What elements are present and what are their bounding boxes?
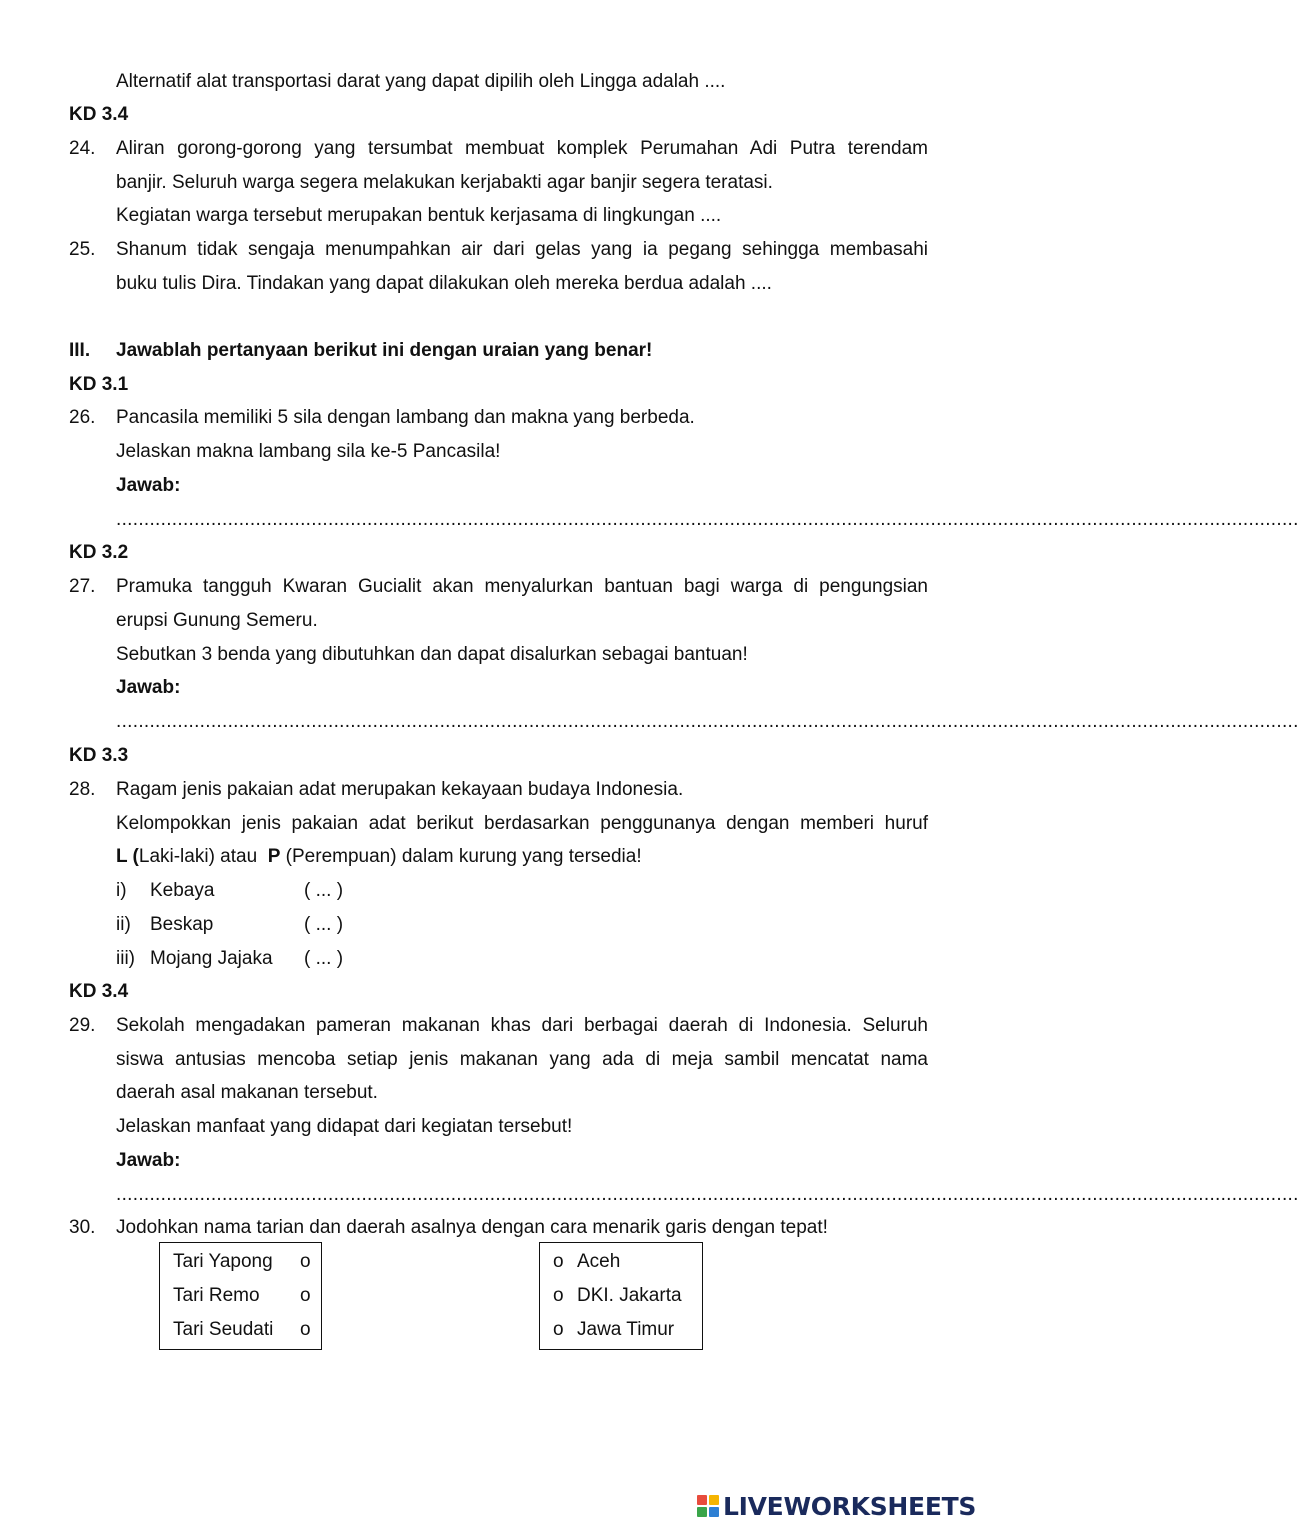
section-number: III.: [69, 340, 91, 361]
kd-heading: KD 3.3: [69, 745, 129, 766]
q24-line: banjir. Seluruh warga segera melakukan kerjabakti agar banjir segera teratasi.: [116, 172, 773, 193]
item-name: Kebaya: [150, 880, 215, 901]
question-number: 25.: [69, 239, 96, 260]
item-roman: ii): [116, 914, 131, 935]
question-number: 29.: [69, 1015, 96, 1036]
q24-line: Kegiatan warga tersebut merupakan bentuk kerjasama di lingkungan ....: [116, 205, 722, 226]
q26-line: Pancasila memiliki 5 sila dengan lambang dan makna yang berbeda.: [116, 407, 695, 428]
item-roman: i): [116, 880, 127, 901]
answer-line[interactable]: ....................................................................................................................................................................................................................: [116, 1184, 1299, 1205]
question-number: 24.: [69, 138, 96, 159]
q27-line: Pramuka tangguh Kwaran Gucialit akan menyalurkan bantuan bagi warga di pengungsian: [116, 576, 928, 597]
kd-heading: KD 3.2: [69, 542, 129, 563]
question-number: 27.: [69, 576, 96, 597]
kd-heading: KD 3.1: [69, 374, 129, 395]
match-dot[interactable]: o: [553, 1319, 564, 1340]
answer-label: Jawab:: [116, 677, 181, 698]
match-dot[interactable]: o: [553, 1251, 564, 1272]
item-name: Mojang Jajaka: [150, 948, 273, 969]
answer-label: Jawab:: [116, 475, 181, 496]
question-number: 28.: [69, 779, 96, 800]
answer-line[interactable]: ....................................................................................................................................................................................................................: [116, 711, 1299, 732]
item-name: Beskap: [150, 914, 214, 935]
region-box: [539, 1242, 703, 1350]
q24-line: Aliran gorong-gorong yang tersumbat membuat komplek Perumahan Adi Putra terendam: [116, 138, 928, 159]
kd-heading: KD 3.4: [69, 104, 129, 125]
bold-p: P: [267, 846, 281, 867]
q25-line: Shanum tidak sengaja menumpahkan air dari gelas yang ia pegang sehingga membasahi: [116, 239, 928, 260]
q27-line: erupsi Gunung Semeru.: [116, 610, 318, 631]
q28-line: [116, 846, 642, 868]
q23-continuation: Alternatif alat transportasi darat yang dapat dipilih oleh Lingga adalah ....: [116, 71, 726, 92]
q30-line: Jodohkan nama tarian dan daerah asalnya dengan cara menarik garis dengan tepat!: [116, 1217, 828, 1238]
q29-line: Jelaskan manfaat yang didapat dari kegiatan tersebut!: [116, 1116, 573, 1137]
region-name: DKI. Jakarta: [577, 1285, 682, 1306]
q27-line: Sebutkan 3 benda yang dibutuhkan dan dapat disalurkan sebagai bantuan!: [116, 644, 748, 665]
q29-line: daerah asal makanan tersebut.: [116, 1082, 378, 1103]
text-span: (Perempuan) dalam kurung yang tersedia!: [280, 846, 642, 867]
item-blank[interactable]: ( ... ): [304, 880, 344, 901]
match-dot[interactable]: o: [300, 1285, 311, 1306]
brand-name: LIVEWORKSHEETS: [723, 1491, 977, 1521]
question-number: 30.: [69, 1217, 96, 1238]
region-name: Aceh: [577, 1251, 621, 1272]
text-span: Laki-laki) atau: [138, 846, 263, 867]
liveworksheets-logo: [697, 1491, 976, 1521]
liveworksheets-logo-icon: [697, 1495, 719, 1517]
item-blank[interactable]: ( ... ): [304, 948, 344, 969]
item-blank[interactable]: ( ... ): [304, 914, 344, 935]
kd-heading: KD 3.4: [69, 981, 129, 1002]
answer-line[interactable]: ....................................................................................................................................................................................................................: [116, 509, 1299, 530]
q26-line: Jelaskan makna lambang sila ke-5 Pancasila!: [116, 441, 501, 462]
q29-line: Sekolah mengadakan pameran makanan khas dari berbagai daerah di Indonesia. Seluruh: [116, 1015, 928, 1036]
q28-line: Ragam jenis pakaian adat merupakan kekayaan budaya Indonesia.: [116, 779, 684, 800]
section-title: Jawablah pertanyaan berikut ini dengan uraian yang benar!: [116, 340, 653, 361]
dance-name: Tari Seudati: [173, 1319, 274, 1340]
question-number: 26.: [69, 407, 96, 428]
dance-name: Tari Remo: [173, 1285, 260, 1306]
match-dot[interactable]: o: [300, 1319, 311, 1340]
item-roman: iii): [116, 948, 135, 969]
dance-name: Tari Yapong: [173, 1251, 273, 1272]
match-dot[interactable]: o: [300, 1251, 311, 1272]
region-name: Jawa Timur: [577, 1319, 675, 1340]
answer-label: Jawab:: [116, 1150, 181, 1171]
dance-box: [159, 1242, 322, 1350]
q29-line: siswa antusias mencoba setiap jenis makanan yang ada di meja sambil mencatat nama: [116, 1049, 928, 1070]
q28-line: Kelompokkan jenis pakaian adat berikut berdasarkan penggunanya dengan memberi huruf: [116, 813, 928, 834]
bold-l: L (: [116, 846, 139, 867]
match-dot[interactable]: o: [553, 1285, 564, 1306]
q25-line: buku tulis Dira. Tindakan yang dapat dilakukan oleh mereka berdua adalah ....: [116, 273, 772, 294]
